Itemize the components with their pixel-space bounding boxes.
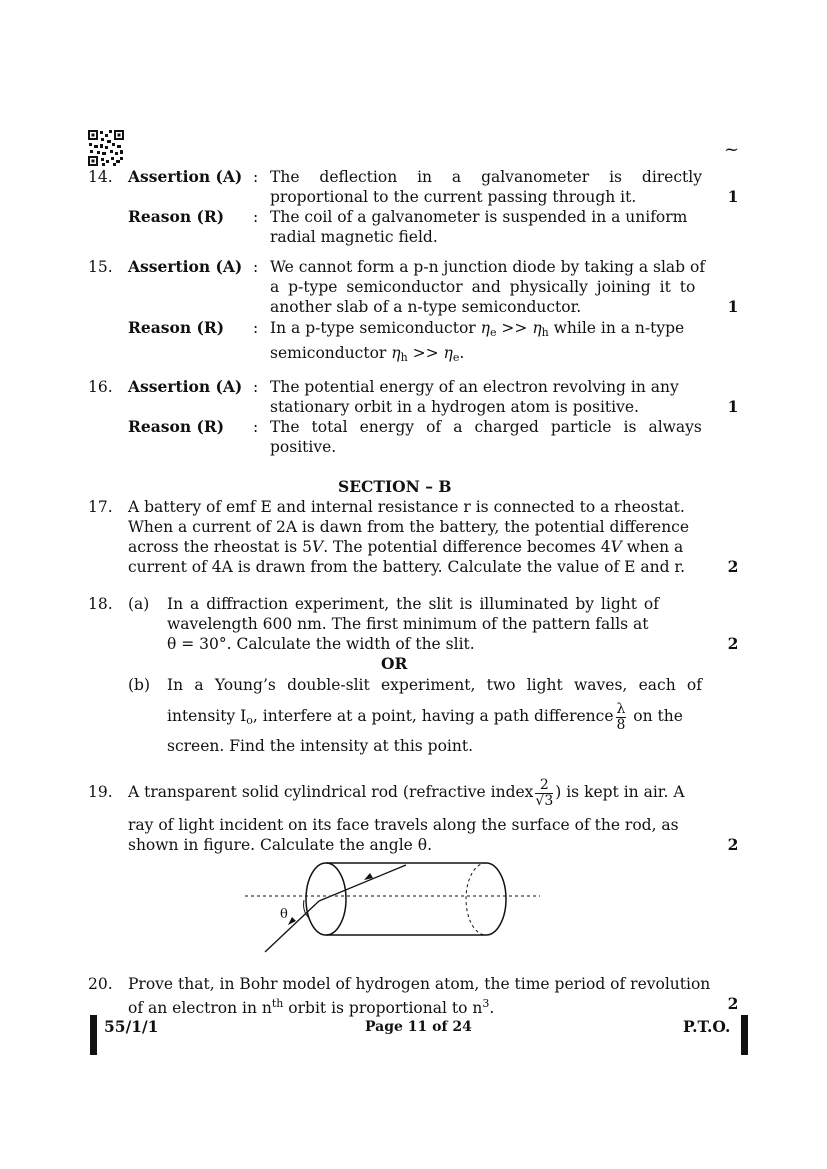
word: in [417, 168, 433, 186]
word: charged [474, 418, 539, 436]
superscript-3: 3 [482, 997, 490, 1010]
word: is [623, 418, 637, 436]
word: The [270, 168, 300, 186]
q19-line3: shown in figure. Calculate the angle θ. [128, 836, 433, 854]
subscript-e: e [489, 326, 497, 339]
word: deflection [319, 168, 398, 186]
word: of [686, 676, 702, 694]
q15-reason-line2 [270, 343, 464, 368]
q19-number: 19. [88, 783, 113, 801]
fraction-denominator: 8 [616, 716, 626, 733]
fraction-numerator: λ [616, 700, 626, 717]
fraction-denominator: √3 [535, 792, 554, 809]
text: semiconductor [270, 344, 392, 362]
eta-symbol: η [443, 344, 453, 362]
word: always [648, 418, 702, 436]
q15-assertion-line2: a p-type semiconductor and physically joining it to [270, 278, 696, 296]
text: . The potential difference becomes 4 [323, 538, 611, 556]
q18-a-label: (a) [128, 595, 150, 613]
word: each [638, 676, 676, 694]
q14-reason-label: Reason (R) [128, 207, 225, 226]
q16-assertion-line2: stationary orbit in a hydrogen atom is positive. [270, 398, 639, 416]
word: a [194, 676, 204, 694]
text: intensity I [167, 707, 247, 725]
footer-right-bar [741, 1015, 748, 1055]
subscript-h: h [400, 351, 408, 364]
q15-reason-label: Reason (R) [128, 318, 225, 337]
q16-number: 16. [88, 378, 113, 396]
q15-marks: 1 [727, 297, 739, 316]
qr-code [88, 130, 124, 166]
header-tilde: ~ [724, 139, 740, 160]
text: on the [628, 707, 683, 725]
incident-ray [265, 901, 319, 952]
word: energy [359, 418, 415, 436]
word: The [270, 418, 300, 436]
q18-b-label: (b) [128, 676, 151, 694]
text: of an electron in n [128, 999, 272, 1017]
footer-left-bar [90, 1015, 97, 1055]
q19-marks: 2 [727, 835, 739, 854]
q18-b-line2 [167, 698, 683, 739]
word: is [609, 168, 622, 186]
q14-number: 14. [88, 168, 113, 186]
word: In [167, 676, 184, 694]
rod-left-face [306, 863, 346, 935]
refracted-ray [319, 865, 406, 901]
word: directly [641, 168, 702, 186]
text: when a [621, 538, 684, 556]
unit-v: V [610, 538, 622, 556]
q16-assertion-line1: The potential energy of an electron revolving in any [270, 378, 679, 396]
word: experiment, [380, 676, 476, 694]
footer-code: 55/1/1 [104, 1017, 159, 1036]
q14-reason-colon: : [253, 208, 259, 226]
q20-line2 [128, 994, 494, 1018]
q16-reason-line1 [270, 417, 702, 437]
text: . [489, 999, 495, 1017]
q14-assertion-line1 [270, 167, 702, 187]
text: orbit is proportional to n [283, 999, 483, 1017]
q16-reason-line2: positive. [270, 438, 337, 456]
q17-line1: A battery of emf E and internal resistance r is connected to a rheostat. [128, 498, 685, 516]
much-greater-sign: >> [501, 319, 528, 337]
q15-reason-colon: : [253, 319, 259, 337]
word: light [526, 676, 563, 694]
q15-assertion-line3: another slab of a n-type semiconductor. [270, 298, 582, 316]
q16-marks: 1 [727, 397, 739, 416]
cylindrical-rod-figure [240, 855, 550, 960]
q20-marks: 2 [727, 994, 739, 1013]
word: a [451, 168, 462, 186]
q16-assertion-colon: : [253, 378, 259, 396]
q14-assertion-colon: : [253, 168, 259, 186]
q15-reason-line1 [270, 318, 684, 343]
q18-b-line1 [167, 675, 702, 695]
word: a [453, 418, 463, 436]
fraction-numerator: 2 [535, 778, 553, 794]
q14-marks: 1 [727, 187, 739, 206]
q19-line2: ray of light incident on its face travels along the surface of the rod, as [128, 816, 679, 834]
much-greater-sign: >> [412, 344, 439, 362]
lambda-over-8-fraction [616, 702, 627, 733]
subscript-o: o [246, 714, 253, 727]
q14-reason-line2: radial magnetic field. [270, 228, 438, 246]
q18-a-line2: wavelength 600 nm. The first minimum of the pattern falls at [167, 615, 649, 633]
q16-reason-label: Reason (R) [128, 417, 225, 436]
two-over-root3-fraction [535, 778, 553, 809]
eta-symbol: η [480, 319, 490, 337]
eta-symbol: η [532, 319, 542, 337]
word: particle [550, 418, 612, 436]
subscript-e: e [452, 351, 460, 364]
q20-line1: Prove that, in Bohr model of hydrogen atom, the time period of revolution [128, 975, 711, 993]
rod-right-face [486, 863, 506, 935]
q17-number: 17. [88, 498, 113, 516]
q18-number: 18. [88, 595, 113, 613]
unit-v: V [312, 538, 324, 556]
subscript-h: h [541, 326, 549, 339]
q18-a-line1: In a diffraction experiment, the slit is illuminated by light of [167, 595, 659, 613]
superscript-th: th [271, 997, 284, 1010]
word: Young’s [214, 676, 276, 694]
word: two [486, 676, 516, 694]
q15-assertion-label: Assertion (A) [128, 257, 243, 276]
q17-line4: current of 4A is drawn from the battery. Calculate the value of E and r. [128, 558, 686, 576]
q18-or: OR [381, 654, 408, 673]
q15-number: 15. [88, 258, 113, 276]
q19-line1 [128, 773, 685, 811]
text: ) is kept in air. A [555, 783, 685, 801]
q14-reason-line1: The coil of a galvanometer is suspended in a uniform [270, 208, 688, 226]
period: . [459, 344, 465, 362]
text: In a p-type semiconductor [270, 319, 481, 337]
word: total [311, 418, 348, 436]
q18-b-line3: screen. Find the intensity at this point. [167, 737, 474, 755]
text: , interfere at a point, having a path difference [252, 707, 614, 725]
word: of [426, 418, 442, 436]
q17-line2: When a current of 2A is dawn from the battery, the potential difference [128, 518, 690, 536]
q15-assertion-colon: : [253, 258, 259, 276]
q16-reason-colon: : [253, 418, 259, 436]
footer-page: Page 11 of 24 [365, 1019, 472, 1035]
word: waves, [574, 676, 628, 694]
q17-line3 [128, 537, 683, 557]
q20-number: 20. [88, 975, 113, 993]
q14-assertion-label: Assertion (A) [128, 167, 243, 186]
section-b-title: SECTION – B [338, 477, 452, 496]
footer-pto: P.T.O. [683, 1017, 731, 1036]
word: double-slit [287, 676, 370, 694]
q17-marks: 2 [727, 557, 739, 576]
q18-a-line3: θ = 30°. Calculate the width of the slit. [167, 635, 475, 653]
text: across the rheostat is 5 [128, 538, 312, 556]
eta-symbol: η [391, 344, 401, 362]
q18-marks: 2 [727, 634, 739, 653]
q15-assertion-line1: We cannot form a p-n junction diode by taking a slab of [270, 258, 706, 276]
q14-assertion-line2: proportional to the current passing through it. [270, 188, 637, 206]
q16-assertion-label: Assertion (A) [128, 377, 243, 396]
text: A transparent solid cylindrical rod (refractive index [128, 783, 534, 801]
theta-label: θ [280, 907, 288, 922]
word: galvanometer [481, 168, 590, 186]
text: while in a n-type [548, 319, 685, 337]
